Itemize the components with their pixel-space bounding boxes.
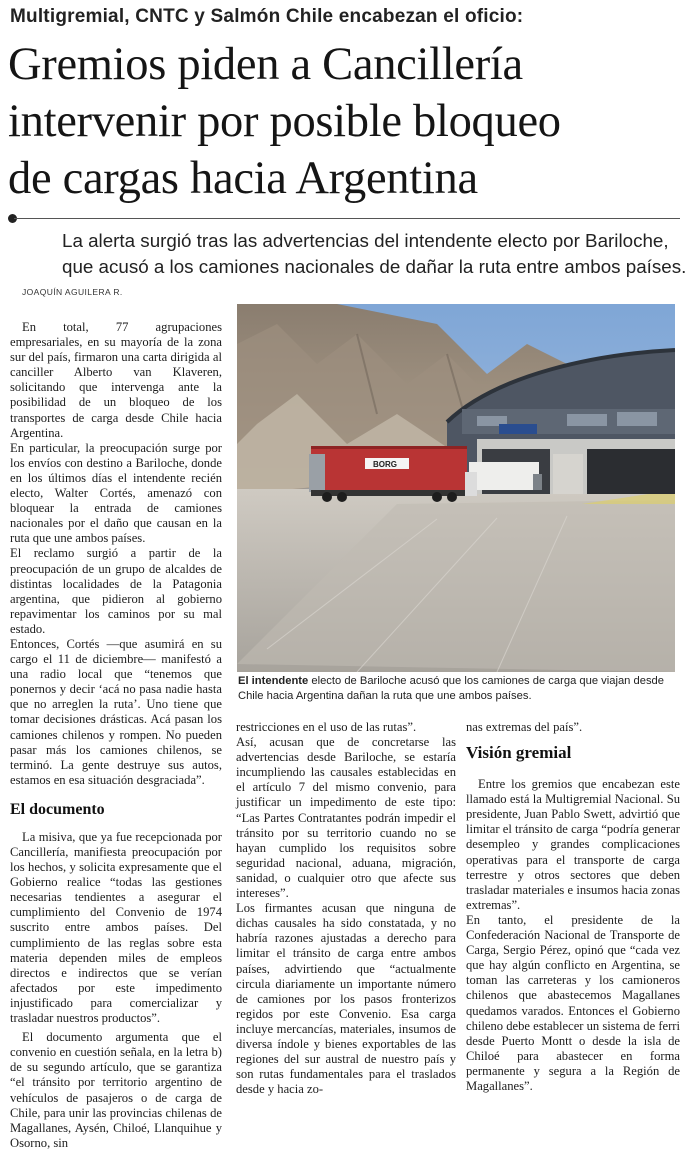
subhead-line: que acusó a los camiones nacionales de dañar la ruta entre ambos países. [62, 256, 686, 277]
border-crossing-illustration [237, 304, 675, 672]
paragraph: Entonces, Cortés —que asumirá en su cargo el 11 de diciembre— manifestó a una radio local que “tenemos que ponernos y decir ‘acá no pasa nadie hasta que no arreglen la ruta’. Uno tiene que tomar decisiones drásticas. Acá pasan los camiones chilenos y rompen. No pueden pasar más los camiones chilenos, se terminó. La gente destruye sus autos, estamos en esa situación desgraciada”. [10, 636, 222, 787]
paragraph: La misiva, que ya fue recepcionada por Cancillería, manifiesta preocupación por los hechos, y solicita expresamente que el Gobierno realice “todas las gestiones necesarias tendientes a asegurar el cumplimiento del Convenio de 1974 suscrito entre ambos países. Del cumplimiento de las reglas sobre esta materia dependen miles de empleos directos e indirectos que se verían afectados por este impedimento injustificado para comercializar y trasladar nuestros productos”. [10, 829, 222, 1026]
body-column-3 [466, 720, 680, 1094]
paragraph: En total, 77 agrupaciones empresariales, en su mayoría de la zona sur del país, firmaron una carta dirigida al canciller Alberto van Klaveren, solicitando que intervenga ante la posibilidad de un bloqueo de los transportes de carga desde Chile hacia Argentina. [10, 320, 222, 440]
headline-line: de cargas hacia Argentina [8, 153, 478, 204]
headline-line: intervenir por posible bloqueo [8, 96, 561, 147]
divider [14, 218, 680, 219]
section-heading: Visión gremial [466, 743, 572, 763]
caption-text: electo de Bariloche acusó que los camiones de carga que viajan desde Chile hacia Argentina dañan la ruta que une ambos países. [238, 675, 664, 702]
photo-caption [238, 674, 678, 703]
paragraph: En particular, la preocupación surge por los envíos con destino a Bariloche, donde en los últimos días el intendente recién electo, Walter Cortés, amenazó con bloquear la entrada de camiones nacionales por el daño que causan en la ruta que une ambos países. [10, 440, 222, 546]
subhead [62, 228, 686, 280]
headline-line: Gremios piden a Cancillería [8, 39, 523, 90]
article-photo [237, 304, 675, 672]
paragraph: Entre los gremios que encabezan este llamado está la Multigremial Nacional. Su presidente, Juan Pablo Swett, advirtió que limitar el tránsito de carga “podría generar desempleo y grandes complicaciones operativas para el transporte de carga terrestre y otros sectores que deben trasladar materiales e insumos hacia zonas extremas”. [466, 777, 680, 912]
byline: JOAQUÍN AGUILERA R. [22, 287, 123, 297]
caption-lead: El intendente [238, 675, 309, 687]
body-column-2 [236, 720, 456, 1097]
paragraph: En tanto, el presidente de la Confederación Nacional de Transporte de Carga, Sergio Pérez, opinó que “cada vez que hay algún conflicto en Argentina, se toman las carreteras y los camioneros chilenos que abastecemos Magallanes quedamos varados. Entonces el Gobierno chileno debe establecer un sistema de ferri desde Puerto Montt o desde la isla de Chiloé para abastecer en forma permanente y segura a la Región de Magallanes”. [466, 912, 680, 1093]
paragraph: restricciones en el uso de las rutas”. [236, 720, 417, 734]
paragraph: Los firmantes acusan que ninguna de dichas causales ha sido constatada, y no habría razones ajustadas a derecho para limitar el tránsito de carga entre ambos países, advirtiendo que “actualmente circula diariamente un importante número de camiones por los pasos fronterizos regidos por este Convenio. Esa carga incluye mercancías, materiales, insumos de diversa índole y bienes exportables de las regiones del sur austral de nuestro país y son rutas fundamentales para el traslados desde y hacia zo- [236, 901, 456, 1097]
subhead-line: La alerta surgió tras las advertencias del intendente electo por Bariloche, [62, 230, 669, 251]
paragraph: El documento argumenta que el convenio en cuestión señala, en la letra b) de su segundo artículo, que se garantiza “el tránsito por territorio argentino de vehículos de pasajeros o de carga de Chile, para unir las provincias chilenas de Magallanes, Aysén, Chiloé, Llanquihue y Osorno, sin [10, 1030, 222, 1150]
paragraph: El reclamo surgió a partir de la preocupación de un grupo de alcaldes de distintas localidades de la Patagonia argentina, que pidieron al gobierno repavimentar los caminos por su mal estado. [10, 546, 222, 636]
section-heading: El documento [10, 800, 105, 818]
headline [8, 36, 680, 207]
truck-logo: BORG [373, 460, 397, 469]
paragraph: Así, acusan que de concretarse las advertencias desde Bariloche, se estaría incumpliendo las causales establecidas en el artículo 7 del mismo convenio, para justificar un impedimento de este tipo: “Las Partes Contratantes podrán impedir el tránsito por su territorio cuando no se hayan cumplido los requisitos sobre seguridad nacional, aduana, migración, sanidad, o cualquier otro que afecte sus intereses”. [236, 735, 456, 901]
body-column-1 [10, 320, 222, 1151]
paragraph: nas extremas del país”. [466, 720, 583, 734]
kicker: Multigremial, CNTC y Salmón Chile encabezan el oficio: [10, 6, 524, 27]
